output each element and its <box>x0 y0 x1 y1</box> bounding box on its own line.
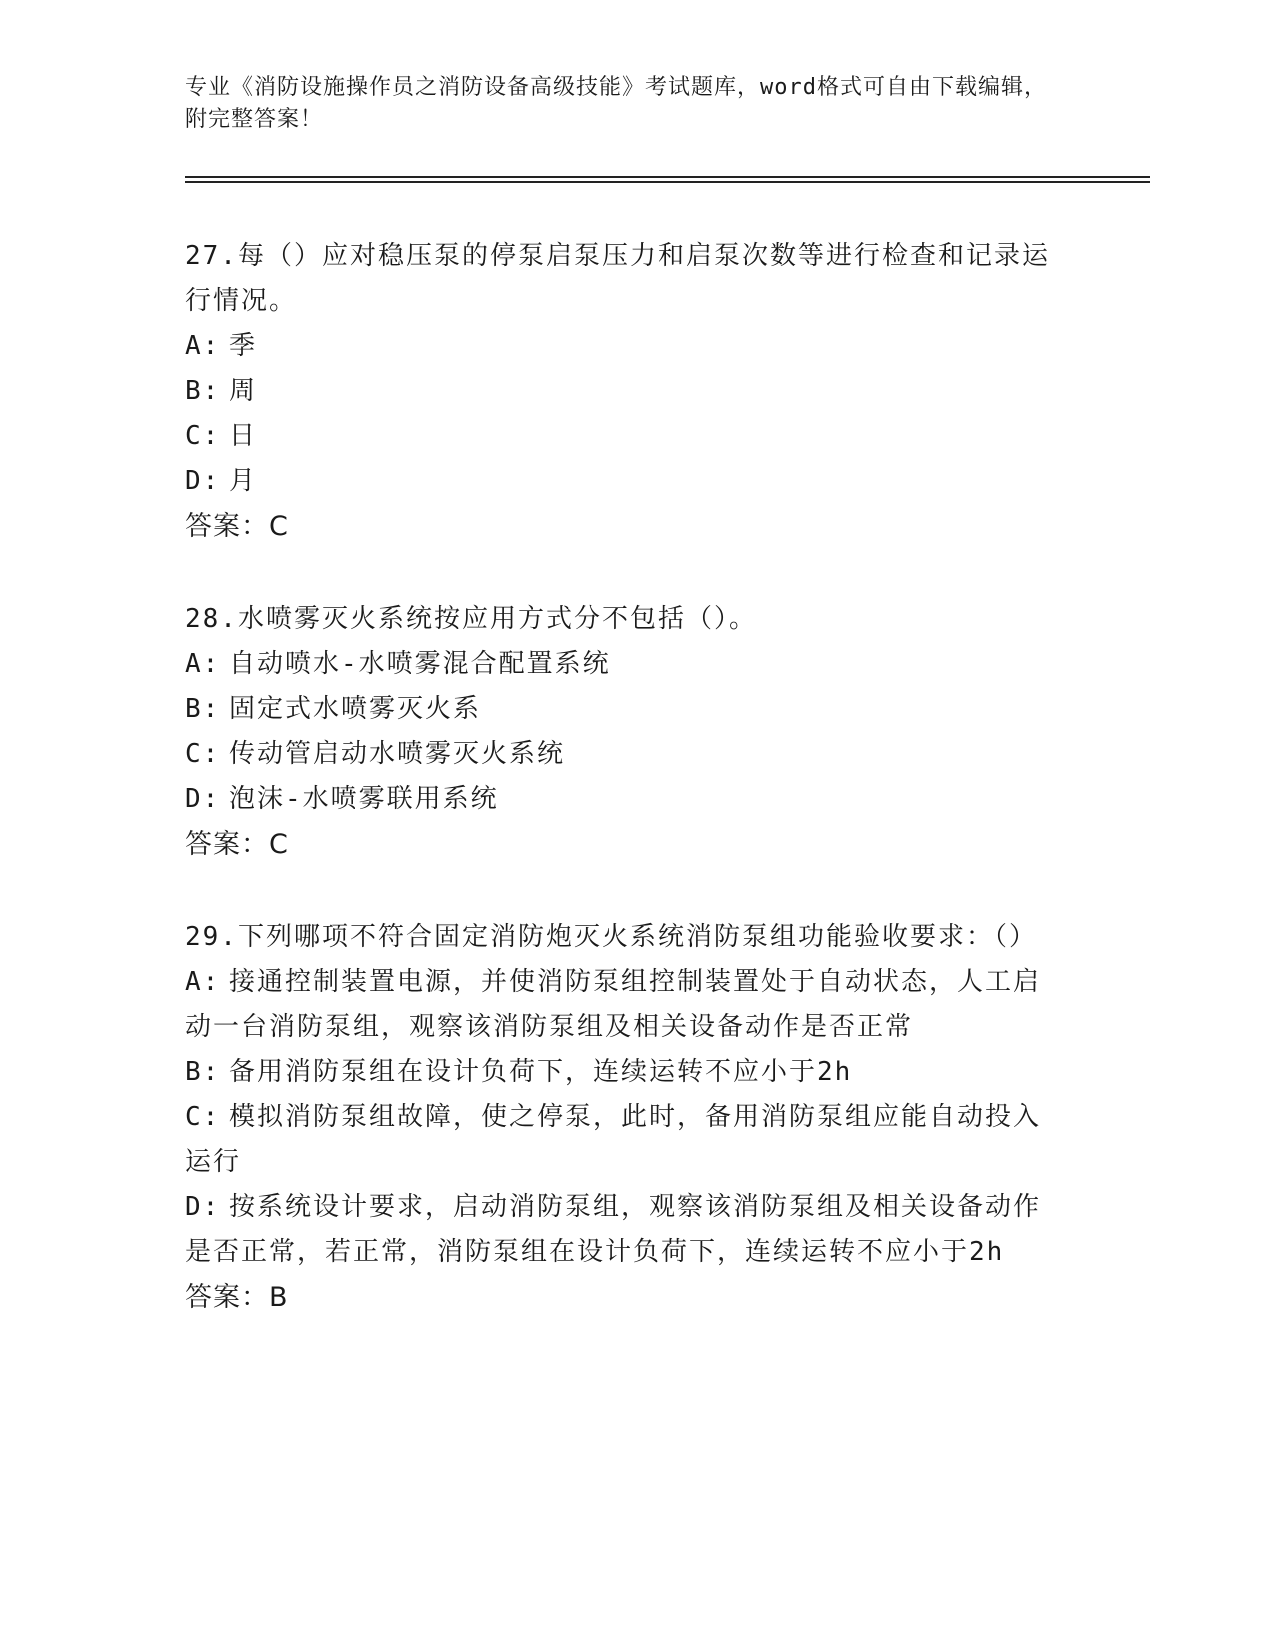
option-text: 传动管启动水喷雾灭火系统 <box>229 739 566 769</box>
option-letter: C: <box>185 1102 221 1132</box>
option-text: 自动喷水-水喷雾混合配置系统 <box>229 649 611 679</box>
answer-line <box>185 822 1065 868</box>
answer-label: 答案： <box>185 1282 269 1313</box>
option-text: 月 <box>229 466 258 496</box>
answer-line <box>185 1275 1065 1321</box>
question-stem: 27.每（）应对稳压泵的停泵启泵压力和启泵次数等进行检查和记录运行情况。 <box>185 241 1050 316</box>
answer-value: B <box>269 1282 289 1313</box>
answer-line <box>185 504 1065 550</box>
option-c <box>185 1095 1065 1185</box>
header-rule-top <box>185 176 1150 178</box>
option-letter: C: <box>185 421 221 451</box>
answer-label: 答案： <box>185 829 269 860</box>
option-text: 泡沫-水喷雾联用系统 <box>229 784 499 814</box>
option-c <box>185 732 1065 777</box>
option-text: 季 <box>229 331 258 361</box>
header-rule-bottom <box>185 181 1150 183</box>
option-b <box>185 369 1065 414</box>
answer-label: 答案： <box>185 511 269 542</box>
answer-value: C <box>269 511 289 542</box>
option-letter: B: <box>185 1057 221 1087</box>
option-d <box>185 459 1065 504</box>
option-text: 周 <box>229 376 258 406</box>
option-letter: A: <box>185 331 221 361</box>
question-27 <box>185 234 1065 550</box>
option-a <box>185 324 1065 369</box>
option-a <box>185 642 1065 687</box>
option-letter: D: <box>185 784 221 814</box>
header-text: 专业《消防设施操作员之消防设备高级技能》考试题库，word格式可自由下载编辑，附完整答案！ <box>185 75 1047 132</box>
option-b <box>185 1050 1065 1095</box>
option-letter: A: <box>185 967 221 997</box>
option-text: 固定式水喷雾灭火系 <box>229 694 482 724</box>
option-letter: B: <box>185 376 221 406</box>
option-text: 按系统设计要求，启动消防泵组，观察该消防泵组及相关设备动作是否正常，若正常，消防泵组在设计负荷下，连续运转不应小于2h <box>185 1192 1042 1267</box>
option-text: 日 <box>229 421 258 451</box>
question-29 <box>185 915 1065 1321</box>
option-letter: C: <box>185 739 221 769</box>
option-text: 模拟消防泵组故障，使之停泵，此时，备用消防泵组应能自动投入运行 <box>185 1102 1042 1177</box>
option-text: 接通控制装置电源，并使消防泵组控制装置处于自动状态，人工启动一台消防泵组，观察该消防泵组及相关设备动作是否正常 <box>185 967 1042 1042</box>
answer-value: C <box>269 829 289 860</box>
question-stem: 28.水喷雾灭火系统按应用方式分不包括（）。 <box>185 604 757 634</box>
option-c <box>185 414 1065 459</box>
option-letter: D: <box>185 466 221 496</box>
option-b <box>185 687 1065 732</box>
option-a <box>185 960 1065 1050</box>
option-d <box>185 777 1065 822</box>
option-letter: A: <box>185 649 221 679</box>
question-28 <box>185 597 1065 868</box>
question-stem: 29.下列哪项不符合固定消防炮灭火系统消防泵组功能验收要求：（） <box>185 922 1037 952</box>
option-letter: B: <box>185 694 221 724</box>
option-text: 备用消防泵组在设计负荷下，连续运转不应小于2h <box>229 1057 853 1087</box>
question-list <box>185 234 1065 1368</box>
option-d <box>185 1185 1065 1275</box>
option-letter: D: <box>185 1192 221 1222</box>
